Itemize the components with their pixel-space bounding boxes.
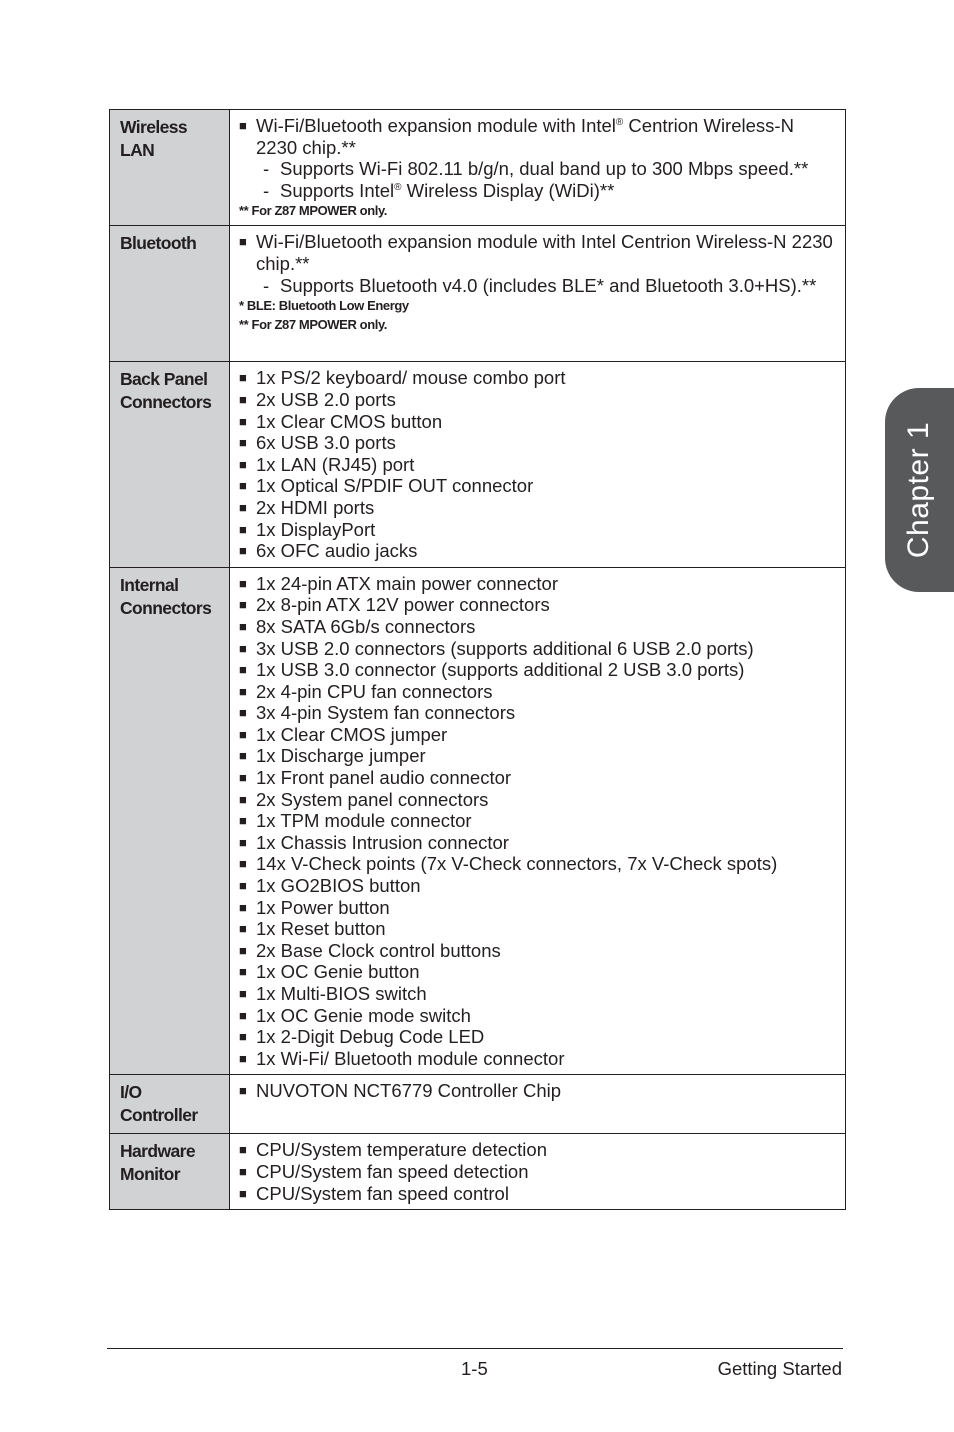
page-number: 1-5 — [461, 1358, 488, 1379]
item-text: 3x USB 2.0 connectors (supports additional 6 USB 2.0 ports) — [256, 637, 754, 659]
bullet-square-icon: ■ — [239, 370, 247, 386]
dash-icon: - — [263, 274, 270, 296]
bullet-square-icon: ■ — [239, 456, 247, 472]
bullet-square-icon: ■ — [239, 413, 247, 429]
item-text: 1x 2-Digit Debug Code LED — [256, 1026, 485, 1048]
bullet-square-icon: ■ — [239, 618, 247, 634]
bullet-square-icon: ■ — [239, 770, 247, 786]
row-internal-connectors — [110, 567, 846, 1075]
item-text: 2x 8-pin ATX 12V power connectors — [256, 594, 550, 616]
row-content-bluetooth — [230, 226, 846, 362]
label-line: Controller — [120, 1105, 198, 1126]
row-label-bluetooth — [110, 226, 230, 362]
row-content-wireless-lan — [230, 110, 846, 226]
row-label-hardware-monitor — [110, 1134, 230, 1210]
item-text: 1x DisplayPort — [256, 518, 376, 540]
footer-section-title: Getting Started — [717, 1358, 842, 1379]
list-item — [239, 918, 837, 940]
bullet-square-icon: ■ — [239, 986, 247, 1001]
sub-item-text: Wireless Display (WiDi)** — [401, 179, 615, 201]
list-item — [239, 853, 837, 875]
list-item — [239, 540, 837, 562]
item-text: CPU/System fan speed control — [256, 1182, 509, 1204]
item-text: 1x 24-pin ATX main power connector — [256, 572, 558, 594]
bullet-square-icon: ■ — [239, 856, 247, 872]
label-line: Connectors — [120, 597, 212, 618]
bullet-square-icon: ■ — [239, 391, 247, 407]
sub-item-text: Supports Intel — [280, 179, 395, 201]
list-item — [239, 897, 837, 919]
row-content-back-panel — [230, 362, 846, 567]
item-text: 1x Reset button — [256, 918, 386, 940]
item-text: Wi-Fi/Bluetooth expansion module with Intel — [256, 115, 616, 136]
list-item — [239, 961, 837, 983]
list-item — [239, 659, 837, 681]
bullet-square-icon: ■ — [239, 899, 247, 915]
list-item — [239, 432, 837, 454]
list-item — [239, 1048, 837, 1070]
row-bluetooth — [110, 226, 846, 362]
bullet-square-icon: ■ — [239, 521, 247, 537]
chapter-tab-label: Chapter 1 — [902, 421, 935, 559]
item-text: Centrion Wireless-N 2230 chip.** — [256, 115, 794, 158]
list-item — [239, 475, 837, 497]
item-text: 1x GO2BIOS button — [256, 875, 421, 897]
bullet-square-icon: ■ — [239, 543, 247, 559]
list-item — [239, 367, 837, 389]
bullet-square-icon: ■ — [239, 597, 247, 613]
item-text: NUVOTON NCT6779 Controller Chip — [256, 1080, 562, 1102]
list-item — [239, 411, 837, 433]
list-item — [239, 940, 837, 962]
bullet-square-icon: ■ — [239, 705, 247, 721]
item-text: CPU/System temperature detection — [256, 1139, 547, 1161]
bullet-square-icon: ■ — [239, 1029, 247, 1045]
registered-mark: ® — [615, 116, 624, 128]
list-item — [239, 983, 837, 1005]
sub-item-text: Supports Wi-Fi 802.11 b/g/n, dual band up to 300 Mbps speed.** — [280, 158, 809, 180]
item-text: 1x Clear CMOS button — [256, 410, 443, 432]
bullet-square-icon: ■ — [239, 499, 247, 515]
label-line: Back Panel — [120, 369, 208, 390]
item-text: 2x 4-pin CPU fan connectors — [256, 680, 493, 702]
list-item — [239, 519, 837, 541]
sub-item — [239, 180, 837, 202]
list-item — [239, 1183, 837, 1205]
label-line: Internal — [120, 574, 179, 595]
dash-icon: - — [263, 179, 270, 201]
bullet-square-icon: ■ — [239, 478, 247, 494]
item-text: 1x USB 3.0 connector (supports additional 2 USB 3.0 ports) — [256, 659, 745, 681]
item-text: 1x OC Genie button — [256, 961, 420, 983]
item-text: 6x OFC audio jacks — [256, 540, 418, 562]
label-line: Monitor — [120, 1164, 180, 1185]
item-text: 3x 4-pin System fan connectors — [256, 702, 516, 724]
bullet-square-icon: ■ — [239, 1185, 247, 1201]
bullet-square-icon: ■ — [239, 834, 247, 850]
dash-icon: - — [263, 158, 270, 180]
item-text: 2x USB 2.0 ports — [256, 388, 396, 410]
bullet-square-icon: ■ — [239, 813, 247, 829]
item-text: 1x Chassis Intrusion connector — [256, 831, 509, 853]
list-item — [239, 724, 837, 746]
bullet-square-icon: ■ — [239, 683, 247, 699]
label-line: LAN — [120, 140, 155, 160]
item-text: 1x Power button — [256, 896, 390, 918]
bullet-square-icon: ■ — [239, 118, 247, 133]
item-text: 1x PS/2 keyboard/ mouse combo port — [256, 367, 566, 389]
bullet-square-icon: ■ — [239, 435, 247, 451]
list-item — [239, 454, 837, 476]
bullet-square-icon: ■ — [239, 942, 247, 958]
list-item — [239, 789, 837, 811]
row-content-internal — [230, 567, 846, 1075]
item-text: 1x Discharge jumper — [256, 745, 426, 767]
footnote: * BLE: Bluetooth Low Energy — [239, 298, 409, 314]
item-text: 1x Optical S/PDIF OUT connector — [256, 475, 534, 497]
row-io-controller — [110, 1075, 846, 1134]
list-item — [239, 745, 837, 767]
list-item — [239, 1005, 837, 1027]
list-item — [239, 231, 837, 274]
list-item — [239, 497, 837, 519]
item-text: 2x HDMI ports — [256, 496, 375, 518]
row-label-internal — [110, 567, 230, 1075]
bullet-square-icon: ■ — [239, 1083, 247, 1099]
item-text: 1x Multi-BIOS switch — [256, 983, 427, 1004]
row-hardware-monitor — [110, 1134, 846, 1210]
list-item — [239, 1080, 837, 1102]
bullet-square-icon: ■ — [239, 1142, 247, 1158]
row-wireless-lan — [110, 110, 846, 226]
bullet-square-icon: ■ — [239, 748, 247, 764]
label-line: Wireless — [120, 117, 188, 137]
footnote: ** For Z87 MPOWER only. — [239, 203, 388, 219]
sub-item-text: Supports Bluetooth v4.0 (includes BLE* and Bluetooth 3.0+HS).** — [280, 274, 817, 296]
specifications-table — [109, 109, 846, 1210]
item-text: 1x TPM module connector — [256, 810, 472, 832]
list-item — [239, 681, 837, 703]
list-item — [239, 1161, 837, 1183]
list-item — [239, 594, 837, 616]
bullet-square-icon: ■ — [239, 575, 247, 591]
bullet-square-icon: ■ — [239, 662, 247, 678]
item-text: 2x Base Clock control buttons — [256, 939, 501, 961]
label-line: Connectors — [120, 392, 212, 413]
item-text: 1x Clear CMOS jumper — [256, 723, 448, 745]
row-back-panel-connectors — [110, 362, 846, 567]
list-item — [239, 616, 837, 638]
list-item — [239, 810, 837, 832]
bullet-square-icon: ■ — [239, 234, 247, 250]
list-item — [239, 702, 837, 724]
item-text: CPU/System fan speed detection — [256, 1160, 529, 1182]
item-text: 8x SATA 6Gb/s connectors — [256, 615, 476, 637]
label-line: I/O — [120, 1082, 142, 1103]
list-item — [239, 1026, 837, 1048]
bullet-square-icon: ■ — [239, 726, 247, 742]
row-label-io-controller — [110, 1075, 230, 1134]
footnote: ** For Z87 MPOWER only. — [239, 317, 388, 333]
list-item — [239, 389, 837, 411]
label-line: Hardware — [120, 1141, 195, 1162]
item-text: 1x Wi-Fi/ Bluetooth module connector — [256, 1047, 565, 1069]
bullet-square-icon: ■ — [239, 964, 247, 980]
list-item — [239, 767, 837, 789]
item-text: 1x Front panel audio connector — [256, 767, 512, 789]
bullet-square-icon: ■ — [239, 921, 247, 937]
bullet-square-icon: ■ — [239, 1163, 247, 1179]
row-content-io-controller — [230, 1075, 846, 1134]
row-label-back-panel — [110, 362, 230, 567]
item-text: 1x LAN (RJ45) port — [256, 453, 415, 475]
bullet-square-icon: ■ — [239, 791, 247, 807]
list-item — [239, 573, 837, 595]
bullet-square-icon: ■ — [239, 1050, 247, 1066]
bullet-square-icon: ■ — [239, 640, 247, 656]
list-item — [239, 875, 837, 897]
item-text: 2x System panel connectors — [256, 788, 489, 810]
row-label-wireless-lan — [110, 110, 230, 226]
item-text: Wi-Fi/Bluetooth expansion module with Intel Centrion Wireless-N 2230 chip.** — [256, 231, 833, 274]
list-item — [239, 832, 837, 854]
item-text: 6x USB 3.0 ports — [256, 432, 396, 454]
sub-item — [239, 275, 837, 297]
footer-divider — [107, 1348, 843, 1349]
item-text: 14x V-Check points (7x V-Check connectors, 7x V-Check spots) — [256, 853, 778, 875]
bullet-square-icon: ■ — [239, 1007, 247, 1023]
list-item — [239, 638, 837, 660]
item-text: 1x OC Genie mode switch — [256, 1004, 471, 1026]
row-content-hardware-monitor — [230, 1134, 846, 1210]
list-item — [239, 1139, 837, 1161]
sub-item — [239, 158, 837, 180]
registered-mark: ® — [394, 181, 402, 193]
list-item — [239, 115, 837, 158]
label-line: Bluetooth — [120, 233, 197, 254]
bullet-square-icon: ■ — [239, 878, 247, 894]
